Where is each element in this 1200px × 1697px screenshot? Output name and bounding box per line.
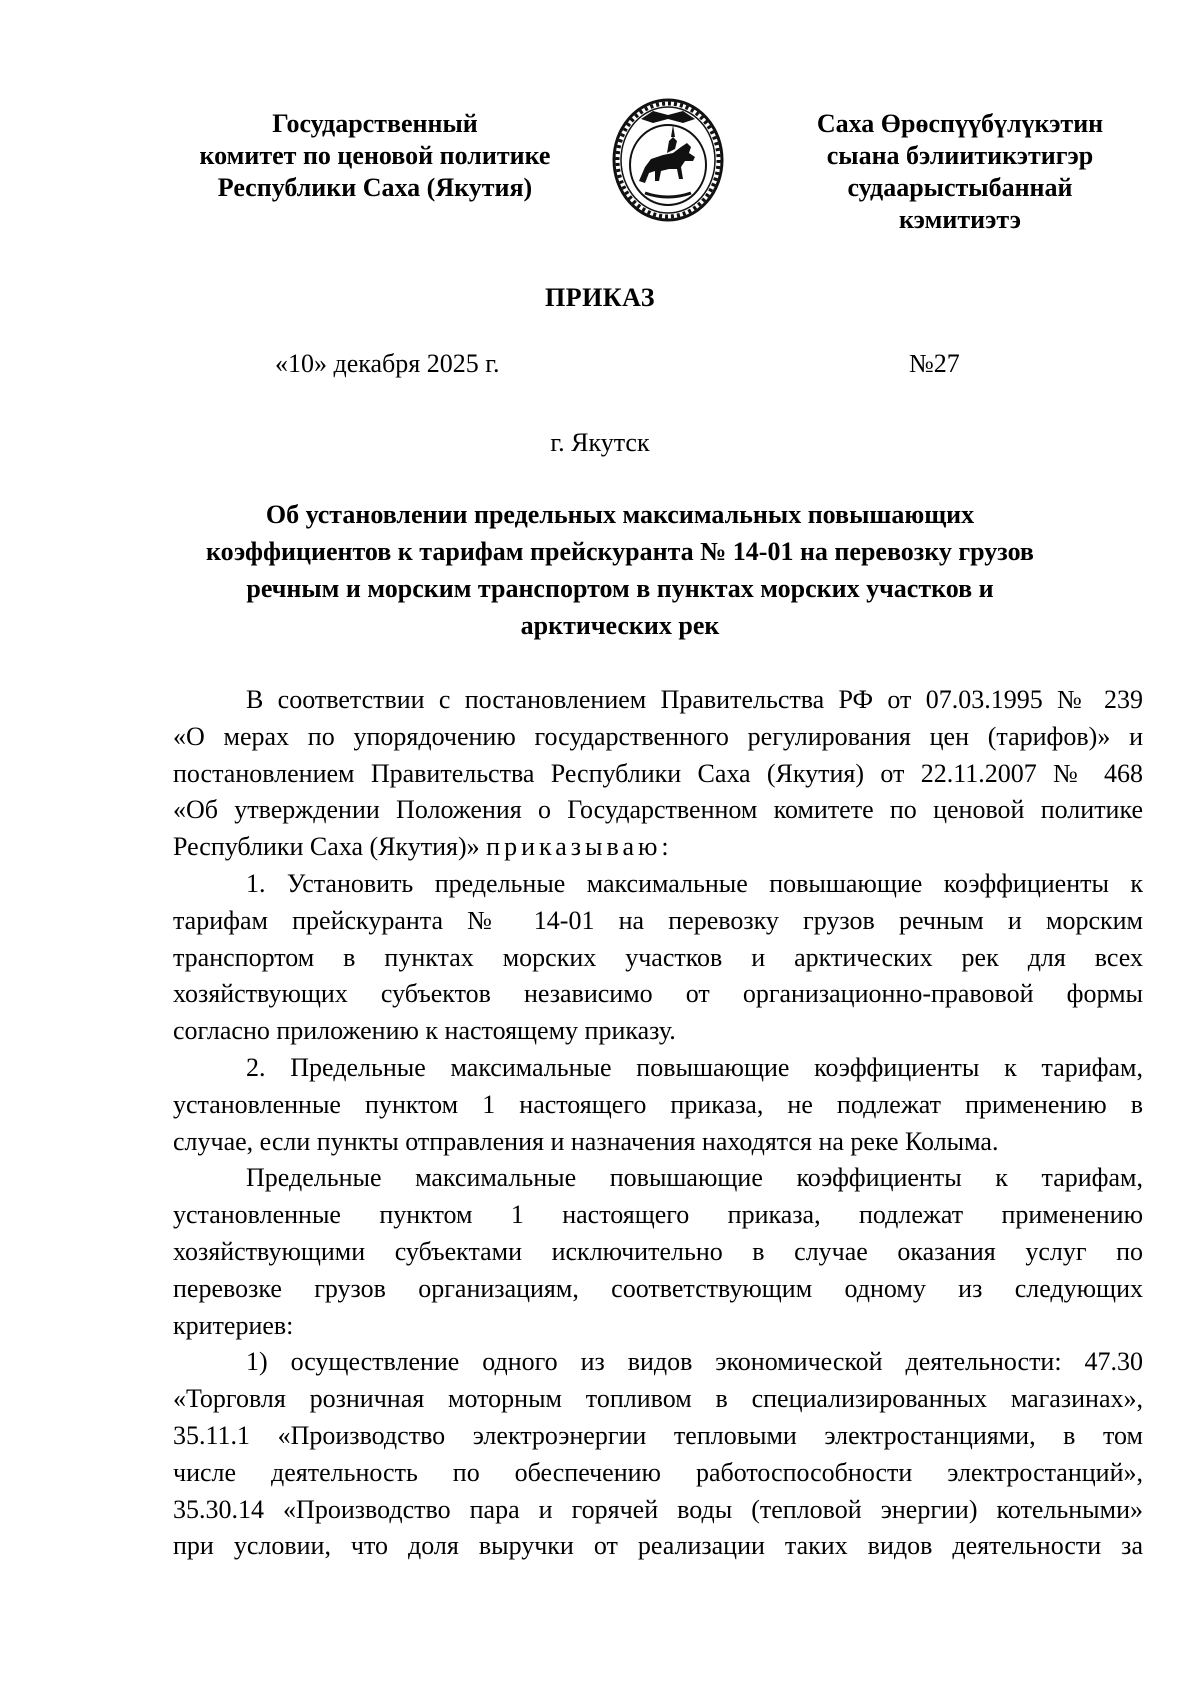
sub1-line: числе деятельность по обеспечению работоспособности электростанций», [173,1457,1143,1487]
document-number: №27 [909,349,960,378]
item2-line: установленные пунктом 1 настоящего приказа, не подлежат применению в [173,1089,1143,1119]
item1-line: тарифам прейскуранта № 14-01 на перевозку грузов речным и морским [173,905,1143,935]
para3-line: Предельные максимальные повышающие коэффициенты к тарифам, [246,1163,1143,1193]
item1-line: транспортом в пунктах морских участков и арктических рек для всех [173,942,1143,972]
document-body [173,682,1143,1565]
para3-line: установленные пунктом 1 настоящего приказа, подлежат применению [173,1200,1143,1230]
document-date: «10» декабря 2025 г. [275,349,500,378]
item1-line: хозяйствующих субъектов независимо от организационно-правовой формы [173,979,1143,1009]
intro-line: «Об утверждении Положения о Государственном комитете по ценовой политике [173,795,1143,825]
issuer-name-line: комитет по ценовой политике [199,141,551,170]
issuer-name-line: судаарыстыбаннай [847,173,1073,202]
para3-line: перевозке грузов организациям, соответствующим одному из следующих [173,1273,1143,1303]
issuer-name-line: Саха Өрөспүүбүлүкэтин [816,109,1104,138]
document-type: ПРИКАЗ [544,283,656,312]
issuer-name-russian [170,108,580,204]
para3-line: критериев: [173,1310,294,1340]
title-line: арктических рек [520,611,720,640]
sub1-line: 35.11.1 «Производство электроэнергии тепловыми электростанциями, в том [173,1420,1143,1450]
coat-of-arms-icon [611,97,725,223]
issuer-name-yakut [775,108,1145,236]
title-line: речным и морским транспортом в пунктах морских участков и [246,574,994,603]
issuer-name-line: Государственный [272,109,478,138]
item1-line: согласно приложению к настоящему приказу. [173,1016,676,1046]
title-line: Об установлении предельных максимальных повышающих [265,500,975,529]
item1-line: 1. Установить предельные максимальные повышающие коэффициенты к [246,868,1143,898]
item2-line: 2. Предельные максимальные повышающие коэффициенты к тарифам, [246,1052,1143,1082]
sub1-line: при условии, что доля выручки от реализации таких видов деятельности за [173,1531,1143,1561]
item2-line: случае, если пункты отправления и назначения находятся на реке Колыма. [173,1126,999,1156]
sub1-line: «Торговля розничная моторным топливом в специализированных магазинах», [173,1384,1143,1414]
intro-line: постановлением Правительства Республики Саха (Якутия) от 22.11.2007 № 468 [173,758,1143,788]
document-city: г. Якутск [550,428,650,457]
intro-line: В соответствии с постановлением Правительства РФ от 07.03.1995 № 239 [246,685,1143,714]
para3-line: хозяйствующими субъектами исключительно в случае оказания услуг по [173,1236,1143,1266]
title-line: коэффициентов к тарифам прейскуранта № 14-01 на перевозку грузов [206,537,1034,566]
document-title [170,496,1070,644]
issuer-name-line: Республики Саха (Якутия) [217,173,533,202]
sub1-line: 1) осуществление одного из видов экономической деятельности: 47.30 [246,1347,1143,1377]
intro-line: Республики Саха (Якутия)» [173,832,480,862]
order-word: приказываю: [486,832,673,862]
sub1-line: 35.30.14 «Производство пара и горячей воды (тепловой энергии) котельными» [173,1494,1143,1524]
intro-last-line [173,829,1143,866]
issuer-name-line: кэмитиэтэ [899,205,1021,234]
issuer-name-line: сыана бэлиитикэтигэр [826,141,1094,170]
intro-line: «О мерах по упорядочению государственного регулирования цен (тарифов)» и [173,721,1143,751]
